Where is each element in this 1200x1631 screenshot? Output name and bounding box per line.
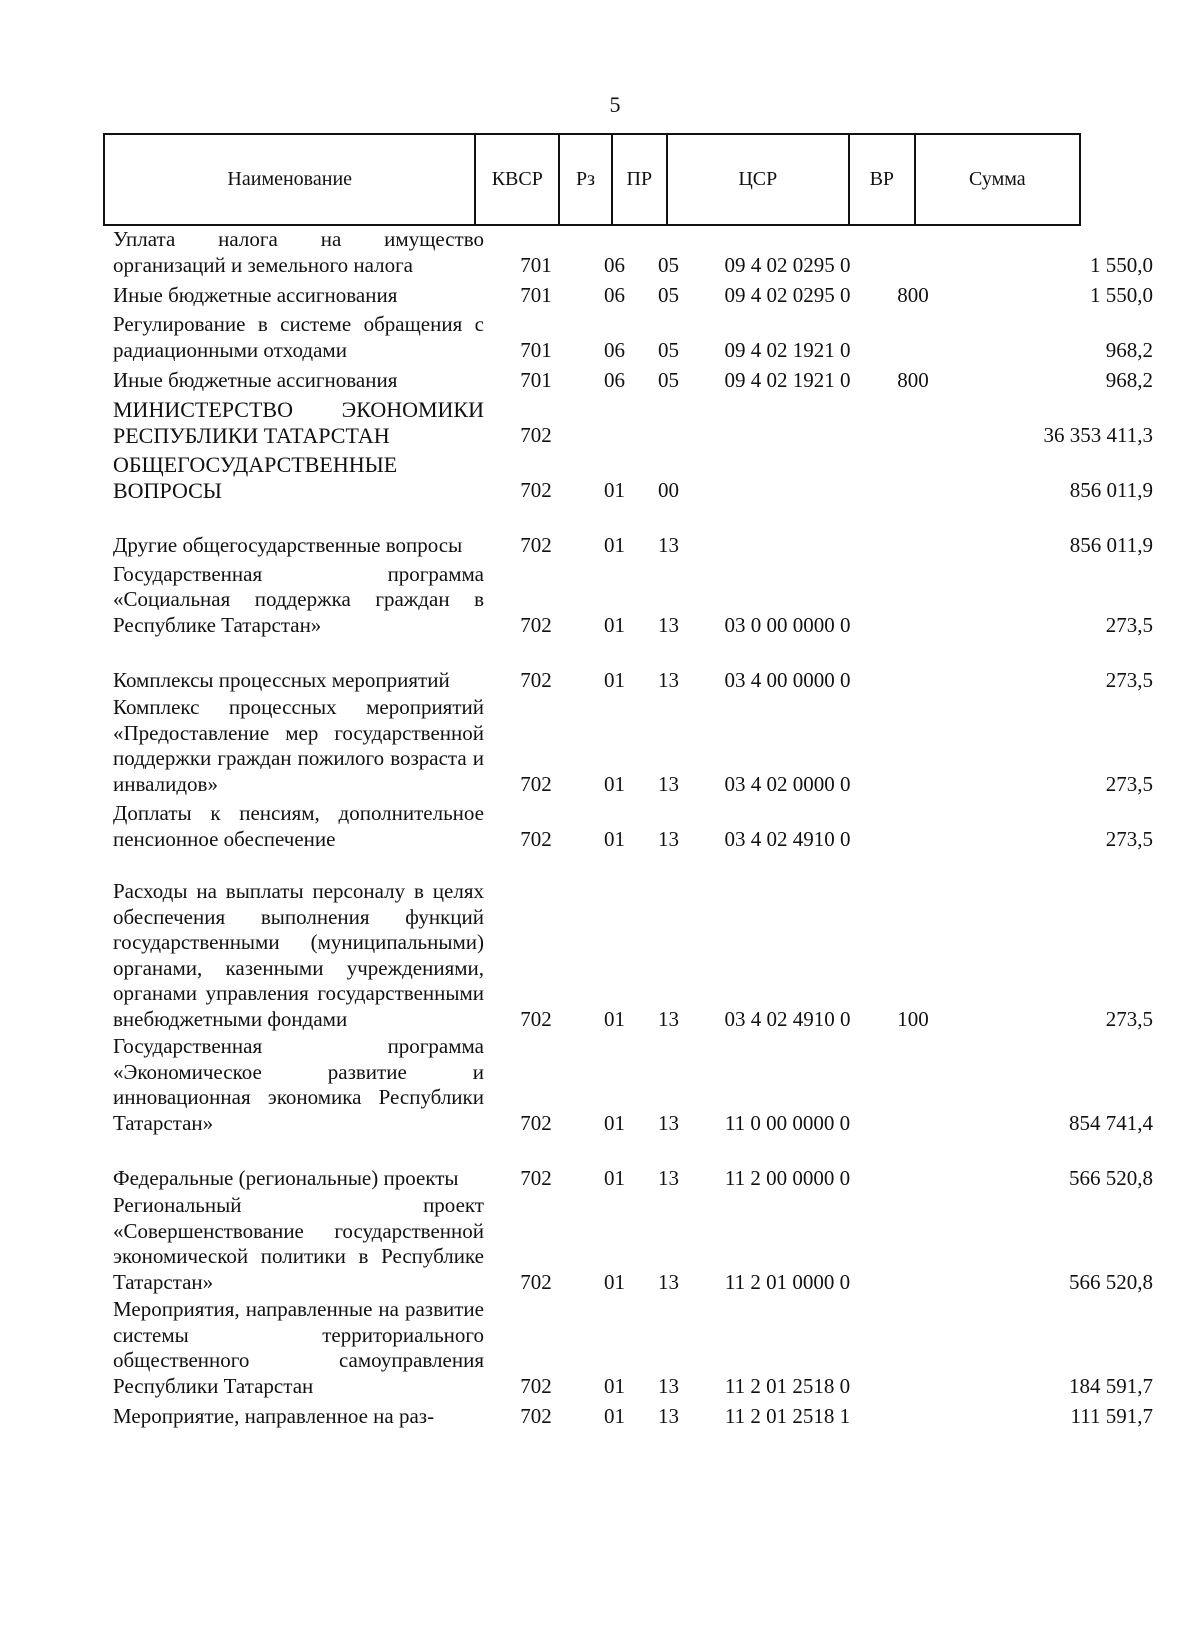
cell-name: Мероприятия, направленные на развитие системы территориального общественного самоуправления Республики Татарстан <box>113 1297 484 1398</box>
header-name: Наименование <box>227 168 353 190</box>
cell-rz: 06 <box>604 282 625 307</box>
cell-sum: 273,5 <box>1105 667 1153 692</box>
cell-pr: 13 <box>658 532 679 557</box>
cell-name: Государственная программа «Социальная поддержка граждан в Республике Татарстан» <box>113 561 484 637</box>
cell-name: Расходы на выплаты персоналу в целях обеспечения выполнения функций государственными (муниципальными) органами, казенными учреждениями, органами управления государственными внебюджетными фондами <box>113 879 484 1031</box>
cell-csr: 09 4 02 1921 0 <box>724 337 851 362</box>
cell-pr: 13 <box>658 612 679 637</box>
cell-pr: 13 <box>658 826 679 851</box>
cell-name: Федеральные (региональные) проекты <box>113 1165 459 1190</box>
cell-sum: 184 591,7 <box>1069 1373 1153 1398</box>
table-row <box>0 1295 1200 1399</box>
cell-rz: 06 <box>604 337 625 362</box>
cell-kvsr: 702 <box>520 1165 552 1190</box>
table-row <box>0 1399 1200 1429</box>
cell-rz: 06 <box>604 367 625 392</box>
table-row <box>0 852 1200 1032</box>
cell-sum: 968,2 <box>1105 367 1153 392</box>
cell-rz: 01 <box>604 1373 625 1398</box>
cell-rz: 01 <box>604 477 625 502</box>
table-row <box>0 1136 1200 1191</box>
cell-pr: 13 <box>658 1373 679 1398</box>
cell-csr: 11 2 01 2518 0 <box>724 1373 851 1398</box>
table-header <box>103 133 1081 226</box>
table-row <box>0 1191 1200 1295</box>
cell-pr: 13 <box>658 1403 679 1428</box>
cell-sum: 856 011,9 <box>1069 532 1153 557</box>
cell-sum: 273,5 <box>1105 612 1153 637</box>
cell-csr: 11 2 00 0000 0 <box>724 1165 851 1190</box>
cell-vr: 800 <box>897 282 929 307</box>
cell-sum: 273,5 <box>1105 1006 1153 1031</box>
cell-name: Регулирование в системе обращения с радиационными отходами <box>113 312 484 362</box>
cell-kvsr: 702 <box>520 667 552 692</box>
cell-name: Комплекс процессных мероприятий «Предоставление мер государственной поддержки граждан пожилого возраста и инвалидов» <box>113 695 484 796</box>
cell-name: Мероприятие, направленное на раз- <box>113 1403 435 1428</box>
cell-rz: 01 <box>604 612 625 637</box>
cell-csr: 03 4 02 4910 0 <box>724 1006 851 1031</box>
header-kvsr: КВСР <box>474 135 558 224</box>
cell-rz: 01 <box>604 667 625 692</box>
cell-kvsr: 702 <box>520 1373 552 1398</box>
cell-pr: 05 <box>658 252 679 277</box>
cell-csr: 09 4 02 1921 0 <box>724 367 851 392</box>
table-row <box>0 693 1200 797</box>
cell-kvsr: 702 <box>520 771 552 796</box>
header-pr: ПР <box>611 135 666 224</box>
cell-kvsr: 702 <box>520 1403 552 1428</box>
cell-kvsr: 702 <box>520 612 552 637</box>
table-row <box>0 1032 1200 1136</box>
table-row <box>0 227 1200 278</box>
cell-pr: 05 <box>658 367 679 392</box>
cell-name: Государственная программа «Экономическое развитие и инновационная экономика Республики Татарстан» <box>113 1034 484 1135</box>
cell-kvsr: 702 <box>520 532 552 557</box>
cell-kvsr: 702 <box>520 1006 552 1031</box>
cell-sum: 36 353 411,3 <box>1043 422 1153 447</box>
header-rz: Рз <box>558 135 611 224</box>
cell-rz: 01 <box>604 826 625 851</box>
table-row <box>0 448 1200 503</box>
cell-name: Другие общегосударственные вопросы <box>113 532 463 557</box>
cell-kvsr: 702 <box>520 422 552 447</box>
cell-sum: 1 550,0 <box>1090 252 1153 277</box>
header-sum: Сумма <box>914 135 1079 224</box>
cell-csr: 03 4 00 0000 0 <box>724 667 851 692</box>
table-row <box>0 558 1200 638</box>
cell-rz: 01 <box>604 1403 625 1428</box>
cell-csr: 03 0 00 0000 0 <box>724 612 851 637</box>
cell-pr: 13 <box>658 1006 679 1031</box>
cell-csr: 11 0 00 0000 0 <box>724 1110 851 1135</box>
table-row <box>0 797 1200 852</box>
cell-pr: 13 <box>658 771 679 796</box>
cell-csr: 11 2 01 2518 1 <box>724 1403 851 1428</box>
table-row <box>0 638 1200 693</box>
cell-csr: 11 2 01 0000 0 <box>724 1269 851 1294</box>
cell-rz: 01 <box>604 771 625 796</box>
cell-name: ОБЩЕГОСУДАРСТВЕННЫЕ ВОПРОСЫ <box>113 452 398 503</box>
cell-kvsr: 702 <box>520 1269 552 1294</box>
cell-rz: 01 <box>604 1110 625 1135</box>
cell-name: Уплата налога на имущество организаций и земельного налога <box>113 227 484 277</box>
table-row <box>0 503 1200 558</box>
cell-pr: 05 <box>658 282 679 307</box>
cell-name: Иные бюджетные ассигнования <box>113 282 398 307</box>
cell-rz: 01 <box>604 1269 625 1294</box>
cell-kvsr: 701 <box>520 252 552 277</box>
cell-rz: 01 <box>604 532 625 557</box>
cell-pr: 05 <box>658 337 679 362</box>
cell-csr: 03 4 02 0000 0 <box>724 771 851 796</box>
cell-sum: 968,2 <box>1105 337 1153 362</box>
cell-pr: 13 <box>658 1269 679 1294</box>
table-body <box>0 227 1200 1429</box>
cell-kvsr: 702 <box>520 1110 552 1135</box>
cell-kvsr: 702 <box>520 826 552 851</box>
cell-name: Иные бюджетные ассигнования <box>113 367 398 392</box>
cell-vr: 100 <box>897 1006 929 1031</box>
cell-name: Комплексы процессных мероприятий <box>113 667 450 692</box>
cell-sum: 856 011,9 <box>1069 477 1153 502</box>
cell-csr: 03 4 02 4910 0 <box>724 826 851 851</box>
header-csr: ЦСР <box>666 135 848 224</box>
cell-csr: 09 4 02 0295 0 <box>724 282 851 307</box>
cell-sum: 854 741,4 <box>1069 1110 1153 1135</box>
cell-sum: 111 591,7 <box>1070 1403 1153 1428</box>
table-row <box>0 278 1200 308</box>
cell-csr: 09 4 02 0295 0 <box>724 252 851 277</box>
cell-kvsr: 701 <box>520 337 552 362</box>
cell-kvsr: 701 <box>520 367 552 392</box>
header-vr: ВР <box>848 135 914 224</box>
cell-name: Региональный проект «Совершенствование государственной экономической политики в Республике Татарстан» <box>113 1193 484 1294</box>
cell-rz: 06 <box>604 252 625 277</box>
table-row <box>0 393 1200 448</box>
cell-rz: 01 <box>604 1165 625 1190</box>
cell-name: МИНИСТЕРСТВО ЭКОНОМИКИ РЕСПУБЛИКИ ТАТАРСТАН <box>113 397 484 448</box>
cell-pr: 13 <box>658 667 679 692</box>
page-number: 5 <box>609 92 621 117</box>
cell-rz: 01 <box>604 1006 625 1031</box>
cell-pr: 00 <box>658 477 679 502</box>
table-row <box>0 363 1200 393</box>
cell-kvsr: 702 <box>520 477 552 502</box>
cell-kvsr: 701 <box>520 282 552 307</box>
cell-pr: 13 <box>658 1110 679 1135</box>
cell-sum: 566 520,8 <box>1069 1269 1153 1294</box>
table-row <box>0 308 1200 363</box>
cell-sum: 273,5 <box>1105 826 1153 851</box>
cell-vr: 800 <box>897 367 929 392</box>
cell-sum: 1 550,0 <box>1090 282 1153 307</box>
cell-sum: 566 520,8 <box>1069 1165 1153 1190</box>
cell-pr: 13 <box>658 1165 679 1190</box>
cell-sum: 273,5 <box>1105 771 1153 796</box>
cell-name: Доплаты к пенсиям, дополнительное пенсионное обеспечение <box>113 801 484 851</box>
